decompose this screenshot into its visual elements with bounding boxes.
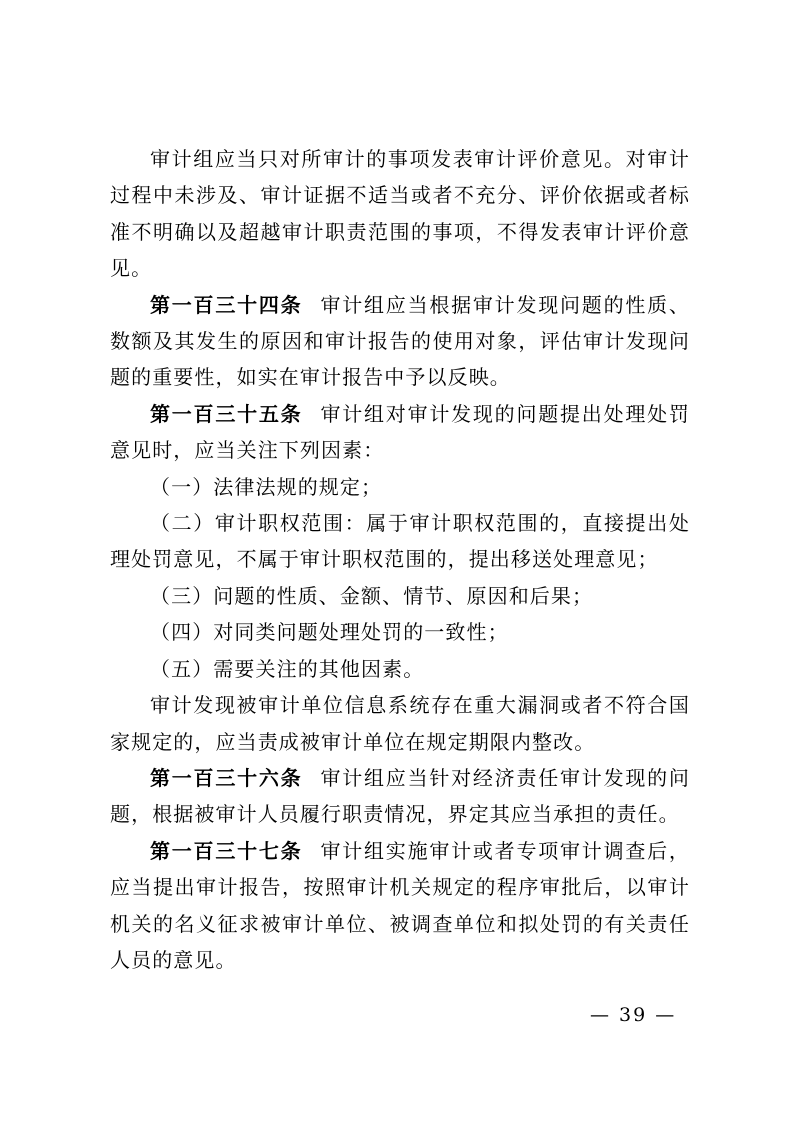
page-number: — 39 — <box>590 1004 677 1026</box>
paragraph-text: 审计组应当只对所审计的事项发表审计评价意见。对审计过程中未涉及、审计证据不适当或者不充分、评价依据或者标准不明确以及超越审计职责范围的事项，不得发表审计评价意见。 <box>110 147 690 281</box>
list-item: （一）法律法规的规定； <box>150 474 383 499</box>
article-text: 审计组对审计发现的问题提出处理处罚意见时，应当关注下列因素： <box>110 401 691 463</box>
article-136 <box>110 760 690 833</box>
article-text: 审计组应当针对经济责任审计发现的问题，根据被审计人员履行职责情况，界定其应当承担的责任。 <box>110 765 691 827</box>
paragraph-audit-opinion-scope <box>110 141 690 287</box>
article-number: 第一百三十七条 <box>150 838 303 863</box>
article-135 <box>110 396 690 469</box>
article-text: 审计组应当根据审计发现问题的性质、数额及其发生的原因和审计报告的使用对象，评估审计发现问题的重要性，如实在审计报告中予以反映。 <box>110 292 691 390</box>
article-number: 第一百三十四条 <box>150 292 303 317</box>
list-item: （三）问题的性质、金额、情节、原因和后果； <box>150 583 594 608</box>
document-body <box>110 141 690 978</box>
article-134 <box>110 287 690 396</box>
list-item: （四）对同类问题处理处罚的一致性； <box>150 620 509 645</box>
list-item: （五）需要关注的其他因素。 <box>150 656 425 681</box>
article-number: 第一百三十六条 <box>150 765 303 790</box>
paragraph-text: 审计发现被审计单位信息系统存在重大漏洞或者不符合国家规定的，应当责成被审计单位在规定期限内整改。 <box>110 693 690 754</box>
paragraph-information-system <box>110 687 690 760</box>
article-number: 第一百三十五条 <box>150 401 303 426</box>
list-item: （二）审计职权范围：属于审计职权范围的，直接提出处理处罚意见，不属于审计职权范围的，提出移送处理意见； <box>110 511 690 572</box>
article-text: 审计组实施审计或者专项审计调查后，应当提出审计报告，按照审计机关规定的程序审批后，以审计机关的名义征求被审计单位、被调查单位和拟处罚的有关责任人员的意见。 <box>110 838 691 972</box>
article-137 <box>110 833 690 979</box>
